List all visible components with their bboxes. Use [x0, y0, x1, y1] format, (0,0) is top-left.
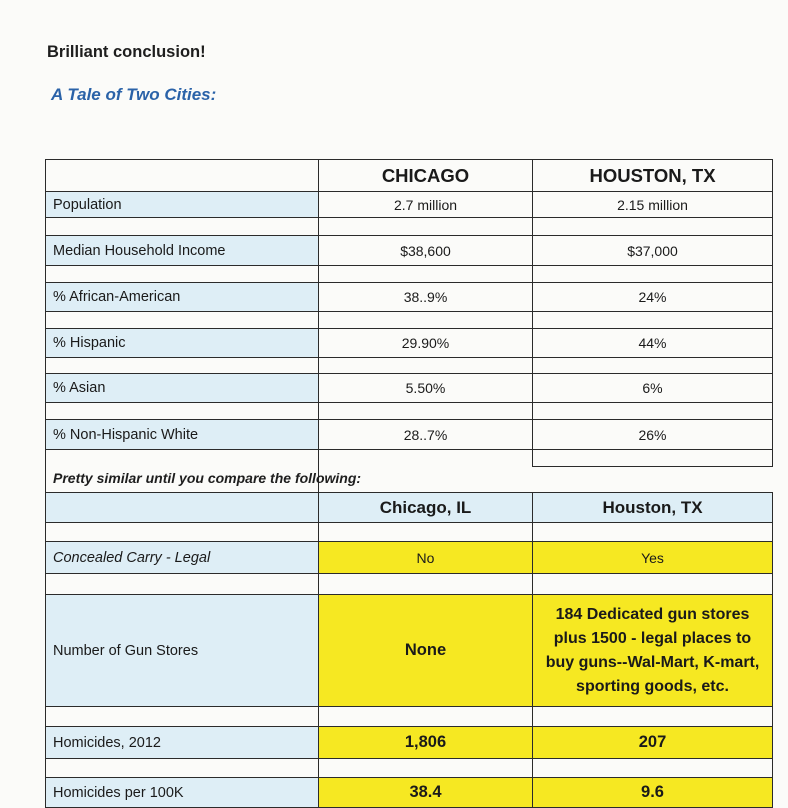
- spacer-row: [45, 217, 319, 236]
- chicago-non-hispanic-white: 28..7%: [318, 419, 533, 450]
- houston-homicides-per-100k: 9.6: [532, 777, 773, 808]
- row-label-median-income: Median Household Income: [45, 235, 319, 266]
- row-label-non-hispanic-white: % Non-Hispanic White: [45, 419, 319, 450]
- row-label-population: Population: [45, 191, 319, 218]
- header2-empty-cell: [45, 492, 319, 523]
- spacer-row: [45, 758, 319, 778]
- spacer-row: [318, 311, 533, 329]
- spacer-row: [45, 522, 319, 542]
- header-chicago: CHICAGO: [318, 159, 533, 192]
- chicago-homicides-per-100k: 38.4: [318, 777, 533, 808]
- row-label-african-american: % African-American: [45, 282, 319, 312]
- spacer-row: [532, 758, 773, 778]
- chicago-hispanic: 29.90%: [318, 328, 533, 358]
- subtitle: A Tale of Two Cities:: [51, 85, 217, 104]
- row-label-asian: % Asian: [45, 373, 319, 403]
- spacer-row: [45, 311, 319, 329]
- houston-african-american: 24%: [532, 282, 773, 312]
- spacer-row: [45, 573, 319, 595]
- row-label-hispanic: % Hispanic: [45, 328, 319, 358]
- spacer-row: [318, 357, 533, 374]
- header-empty-cell: [45, 159, 319, 192]
- houston-population: 2.15 million: [532, 191, 773, 218]
- row-label-homicides-per-100k: Homicides per 100K: [45, 777, 319, 808]
- chicago-population: 2.7 million: [318, 191, 533, 218]
- header-chicago-il: Chicago, IL: [318, 492, 533, 523]
- chicago-asian: 5.50%: [318, 373, 533, 403]
- chicago-gun-stores: None: [318, 594, 533, 707]
- spacer-row: [318, 265, 533, 283]
- chicago-african-american: 38..9%: [318, 282, 533, 312]
- chicago-median-income: $38,600: [318, 235, 533, 266]
- spacer-row: [318, 706, 533, 727]
- chicago-homicides-2012: 1,806: [318, 726, 533, 759]
- chicago-concealed-carry: No: [318, 541, 533, 574]
- row-label-homicides-2012: Homicides, 2012: [45, 726, 319, 759]
- spacer-row: [45, 402, 319, 420]
- spacer-row: [318, 449, 533, 467]
- houston-median-income: $37,000: [532, 235, 773, 266]
- spacer-row: [318, 522, 533, 542]
- spacer-row: [532, 265, 773, 283]
- row-label-gun-stores: Number of Gun Stores: [45, 594, 319, 707]
- houston-concealed-carry: Yes: [532, 541, 773, 574]
- spacer-row: [532, 217, 773, 236]
- houston-asian: 6%: [532, 373, 773, 403]
- spacer-row: [318, 402, 533, 420]
- spacer-row: [318, 573, 533, 595]
- spacer-row: [45, 357, 319, 374]
- header-houston: HOUSTON, TX: [532, 159, 773, 192]
- spacer-row: [532, 573, 773, 595]
- comparison-note: Pretty similar until you compare the following:: [53, 470, 362, 486]
- houston-homicides-2012: 207: [532, 726, 773, 759]
- spacer-row: [45, 706, 319, 727]
- houston-hispanic: 44%: [532, 328, 773, 358]
- spacer-row: [532, 357, 773, 374]
- spacer-row: [532, 311, 773, 329]
- row-label-concealed-carry: Concealed Carry - Legal: [45, 541, 319, 574]
- header-houston-tx: Houston, TX: [532, 492, 773, 523]
- spacer-row: [532, 449, 773, 467]
- headline: Brilliant conclusion!: [47, 43, 206, 61]
- houston-non-hispanic-white: 26%: [532, 419, 773, 450]
- spacer-row: [45, 265, 319, 283]
- spacer-row: [318, 758, 533, 778]
- houston-gun-stores: 184 Dedicated gun stores plus 1500 - legal places to buy guns--Wal-Mart, K-mart, sporting goods, etc.: [532, 594, 773, 707]
- spacer-row: [318, 217, 533, 236]
- spacer-row: [532, 522, 773, 542]
- spacer-row: [532, 402, 773, 420]
- spacer-row: [532, 706, 773, 727]
